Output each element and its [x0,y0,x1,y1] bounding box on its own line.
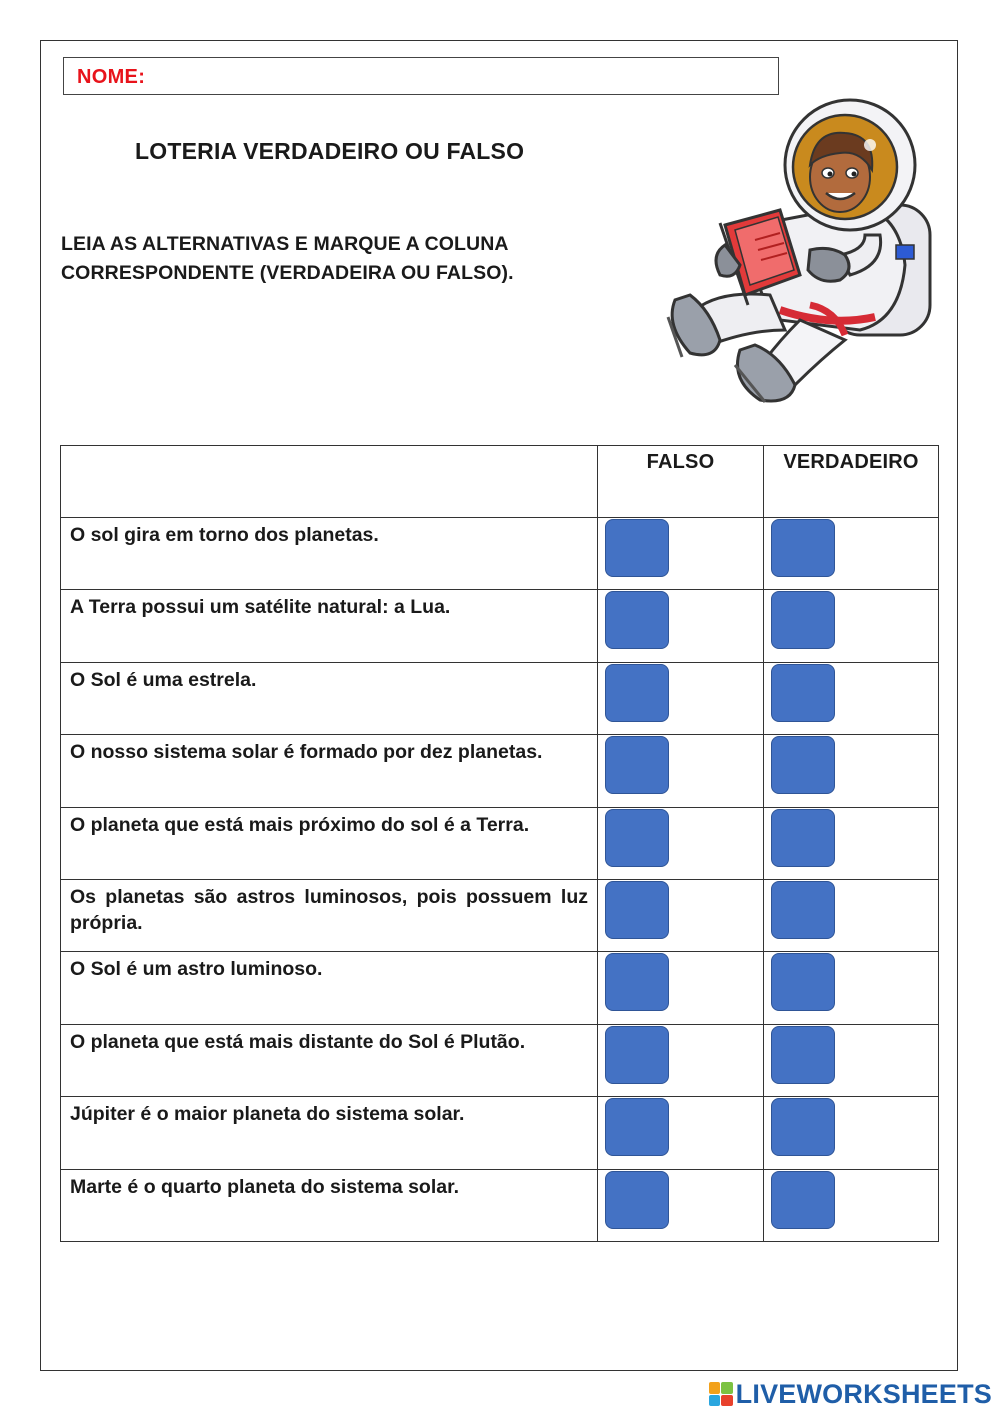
statement-text: O planeta que está mais distante do Sol é Plutão. [61,1024,598,1096]
falso-cell [598,590,764,662]
falso-answer-box[interactable] [605,953,669,1011]
verdadeiro-answer-box[interactable] [771,809,835,867]
statement-text: O nosso sistema solar é formado por dez planetas. [61,735,598,807]
falso-cell [598,518,764,590]
table-row [61,952,939,1024]
falso-cell [598,735,764,807]
falso-cell [598,1024,764,1096]
falso-cell [598,879,764,951]
falso-cell [598,807,764,879]
falso-answer-box[interactable] [605,736,669,794]
falso-answer-box[interactable] [605,519,669,577]
statement-text: O planeta que está mais próximo do sol é a Terra. [61,807,598,879]
statement-text: O Sol é um astro luminoso. [61,952,598,1024]
verdadeiro-cell [764,518,939,590]
verdadeiro-answer-box[interactable] [771,881,835,939]
falso-cell [598,952,764,1024]
falso-answer-box[interactable] [605,881,669,939]
verdadeiro-answer-box[interactable] [771,1026,835,1084]
falso-answer-box[interactable] [605,1026,669,1084]
table-row [61,1024,939,1096]
falso-cell [598,1169,764,1241]
instructions-line: LEIA AS ALTERNATIVAS E MARQUE A COLUNA [61,233,509,255]
table-row [61,879,939,951]
verdadeiro-column-header: VERDADEIRO [764,446,939,518]
table-header-row [61,446,939,518]
verdadeiro-answer-box[interactable] [771,664,835,722]
verdadeiro-answer-box[interactable] [771,736,835,794]
table-row [61,1169,939,1241]
table-row [61,590,939,662]
verdadeiro-cell [764,952,939,1024]
brand-text: LIVEWORKSHEETS [735,1378,992,1409]
statement-column-header [61,446,598,518]
table-row [61,662,939,734]
verdadeiro-answer-box[interactable] [771,1098,835,1156]
instructions-line: CORRESPONDENTE (VERDADEIRA OU FALSO). [61,262,514,284]
liveworksheets-watermark [709,1380,992,1408]
liveworksheets-logo-icon [709,1382,733,1406]
verdadeiro-cell [764,735,939,807]
verdadeiro-cell [764,1169,939,1241]
table-row [61,807,939,879]
falso-cell [598,662,764,734]
verdadeiro-answer-box[interactable] [771,519,835,577]
verdadeiro-cell [764,590,939,662]
statement-text: A Terra possui um satélite natural: a Lua. [61,590,598,662]
statement-text: Marte é o quarto planeta do sistema solar. [61,1169,598,1241]
falso-answer-box[interactable] [605,809,669,867]
verdadeiro-cell [764,807,939,879]
falso-answer-box[interactable] [605,1171,669,1229]
falso-answer-box[interactable] [605,1098,669,1156]
statement-text: O Sol é uma estrela. [61,662,598,734]
falso-cell [598,1097,764,1169]
astronaut-illustration [660,95,940,410]
statement-text: O sol gira em torno dos planetas. [61,518,598,590]
falso-column-header: FALSO [598,446,764,518]
page-title: LOTERIA VERDADEIRO OU FALSO [135,138,525,164]
name-label: NOME: [77,66,146,88]
table-row [61,735,939,807]
statement-text: Os planetas são astros luminosos, pois possuem luz própria. [61,879,598,951]
verdadeiro-answer-box[interactable] [771,1171,835,1229]
verdadeiro-answer-box[interactable] [771,591,835,649]
verdadeiro-cell [764,1097,939,1169]
true-false-table [60,445,939,1242]
verdadeiro-cell [764,1024,939,1096]
instructions [61,230,621,288]
verdadeiro-cell [764,662,939,734]
statement-text: Júpiter é o maior planeta do sistema solar. [61,1097,598,1169]
verdadeiro-answer-box[interactable] [771,953,835,1011]
verdadeiro-cell [764,879,939,951]
name-field[interactable] [63,57,779,95]
falso-answer-box[interactable] [605,664,669,722]
table-row [61,518,939,590]
falso-answer-box[interactable] [605,591,669,649]
table-row [61,1097,939,1169]
